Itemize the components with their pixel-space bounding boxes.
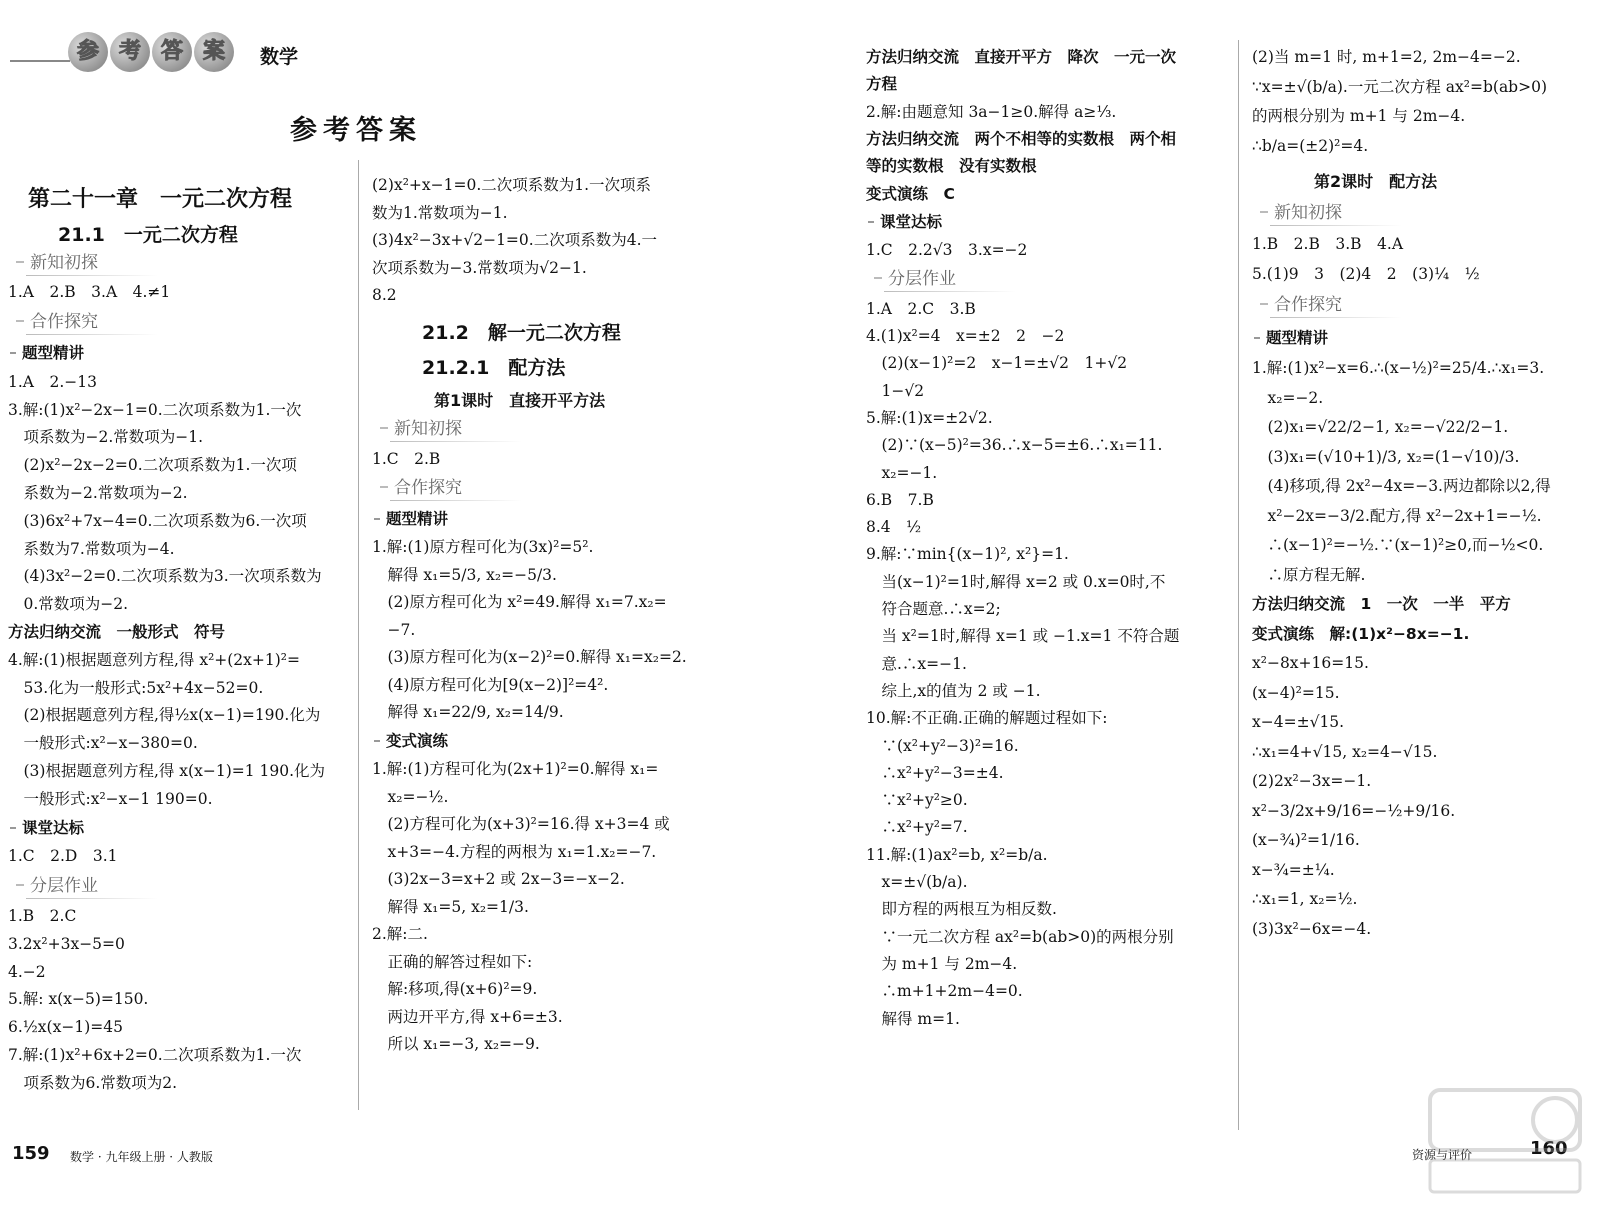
column-divider xyxy=(358,160,359,1110)
answer-line: (2)∵(x−5)²=36.∴x−5=±6.∴x₁=11. xyxy=(866,436,1163,455)
subsection-label: 新知初探 xyxy=(30,252,98,273)
method-line: 方法归纳交流 1 一次 一半 平方 xyxy=(1252,595,1511,613)
answer-line: 1.C 2.D 3.1 xyxy=(8,847,118,866)
answer-line: 2.解:由题意知 3a−1≥0.解得 a≥⅓. xyxy=(866,102,1117,121)
answer-line: (2)方程可化为(x+3)²=16.得 x+3=4 或 xyxy=(372,815,670,833)
answer-line: 当 x²=1时,解得 x=1 或 −1.x=1 不符合题 xyxy=(866,627,1180,646)
subsection-label: 题型精讲 xyxy=(386,509,449,528)
answer-line: 8.2 xyxy=(372,286,397,304)
answer-line: ∵x²+y²≥0. xyxy=(866,791,968,810)
answer-line: ∵x=±√(b/a).一元二次方程 ax²=b(ab>0) xyxy=(1252,77,1547,96)
column-divider xyxy=(1238,40,1239,1130)
answer-line: 1.A 2.−13 xyxy=(8,372,97,391)
subsection-label: 分层作业 xyxy=(888,269,956,290)
answer-line: ∴x₁=4+√15, x₂=4−√15. xyxy=(1252,742,1438,761)
answer-line: (2)x²+x−1=0.二次项系数为1.一次项系 xyxy=(372,176,652,194)
answer-line: 2.解:二. xyxy=(372,925,428,943)
answer-line: (3)3x²−6x=−4. xyxy=(1252,919,1372,938)
page-number-left: 159 xyxy=(12,1143,50,1164)
answer-line: 1.解:(1)x²−x=6.∴(x−½)²=25/4.∴x₁=3. xyxy=(1252,359,1545,377)
answer-line: ∵一元二次方程 ax²=b(ab>0)的两根分别 xyxy=(866,927,1174,946)
answer-line: 项系数为−2.常数项为−1. xyxy=(8,428,204,447)
method-line: 方法归纳交流 两个不相等的实数根 两个相 xyxy=(866,129,1177,148)
answer-line: 1.解:(1)方程可化为(2x+1)²=0.解得 x₁= xyxy=(372,760,659,778)
answer-line: 5.解:(1)x=±2√2. xyxy=(866,408,993,427)
answer-line: 系数为−2.常数项为−2. xyxy=(8,484,188,502)
answer-line: ∵(x²+y²−3)²=16. xyxy=(866,736,1019,755)
answer-line: (2)(x−1)²=2 x−1=±√2 1+√2 xyxy=(866,354,1128,373)
subsection-label: 分层作业 xyxy=(30,876,98,897)
answer-line: 所以 x₁=−3, x₂=−9. xyxy=(372,1035,540,1053)
section-heading: 21.2 解一元二次方程 xyxy=(422,321,621,344)
answer-line: ∴b/a=(±2)²=4. xyxy=(1252,136,1369,155)
answer-line: ∴x₁=1, x₂=½. xyxy=(1252,890,1358,908)
answer-line: 1.解:(1)原方程可化为(3x)²=5². xyxy=(372,538,594,556)
answer-line: 0.常数项为−2. xyxy=(8,595,129,614)
answer-line: 一般形式:x²−x−1 190=0. xyxy=(8,789,213,808)
answer-line: 综上,x的值为 2 或 −1. xyxy=(866,681,1041,700)
answer-line: 1−√2 xyxy=(866,381,925,400)
subject-label: 数学 xyxy=(260,46,299,68)
logo-bar xyxy=(10,60,70,62)
lesson-heading: 第2课时 配方法 xyxy=(1314,172,1438,191)
answer-line: 5.(1)9 3 (2)4 2 (3)¼ ½ xyxy=(1252,264,1480,283)
subsection-label: 题型精讲 xyxy=(22,344,85,362)
subsection-label: 变式演练 xyxy=(386,731,449,750)
answer-line: 1.B 2.B 3.B 4.A xyxy=(1252,235,1404,253)
subsection-label: 题型精讲 xyxy=(1266,328,1329,347)
answer-line: 即方程的两根互为相反数. xyxy=(866,900,1057,919)
answer-line: (3)2x−3=x+2 或 2x−3=−x−2. xyxy=(372,870,625,888)
answer-line: 系数为7.常数项为−4. xyxy=(8,539,175,558)
answer-line: 4.(1)x²=4 x=±2 2 −2 xyxy=(866,327,1065,345)
answer-line: 的两根分别为 m+1 与 2m−4. xyxy=(1252,107,1466,125)
subsection-label: 新知初探 xyxy=(1274,202,1342,223)
answer-line: −7. xyxy=(372,620,416,639)
answer-line: 1.B 2.C xyxy=(8,907,77,925)
method-line: 方法归纳交流 一般形式 符号 xyxy=(8,623,226,641)
answer-line: ∴原方程无解. xyxy=(1252,565,1366,584)
answer-line: x−4=±√15. xyxy=(1252,713,1345,731)
answer-line: (3)6x²+7x−4=0.二次项系数为6.一次项 xyxy=(8,511,307,530)
answer-line: (2)x₁=√22/2−1, x₂=−√22/2−1. xyxy=(1252,418,1509,436)
answer-line: (4)3x²−2=0.二次项系数为3.一次项系数为 xyxy=(8,567,322,586)
method-line: 方程 xyxy=(866,75,898,94)
answer-line: 53.化为一般形式:5x²+4x−52=0. xyxy=(8,678,264,697)
answer-line: (2)当 m=1 时, m+1=2, 2m−4=−2. xyxy=(1252,48,1521,66)
answer-line: (x−4)²=15. xyxy=(1252,683,1340,702)
answer-line: 1.C 2.2√3 3.x=−2 xyxy=(866,241,1028,260)
answer-line: 数为1.常数项为−1. xyxy=(372,203,508,222)
answer-line: 9.解:∵min{(x−1)², x²}=1. xyxy=(866,545,1069,564)
answer-line: (3)4x²−3x+√2−1=0.二次项系数为4.一 xyxy=(372,231,658,249)
page-number-right: 160 xyxy=(1530,1138,1568,1159)
subsection-label: 新知初探 xyxy=(394,419,462,439)
method-line: 变式演练 解:(1)x²−8x=−1. xyxy=(1252,624,1470,643)
footer-caption-left: 数学 · 九年级上册 · 人教版 xyxy=(70,1150,213,1164)
answer-line: (3)x₁=(√10+1)/3, x₂=(1−√10)/3. xyxy=(1252,447,1520,466)
answer-line: 4.−2 xyxy=(8,962,46,981)
logo-char: 答 xyxy=(152,32,192,72)
answer-line: 意.∴x=−1. xyxy=(866,654,967,673)
answer-line: 6.B 7.B xyxy=(866,490,934,509)
logo-char: 考 xyxy=(110,32,150,72)
answer-line: 次项系数为−3.常数项为√2−1. xyxy=(372,258,587,277)
header-logo xyxy=(10,30,300,78)
answer-line: 两边开平方,得 x+6=±3. xyxy=(372,1007,563,1026)
answer-line: ∴x²+y²=7. xyxy=(866,818,968,837)
answer-line: 8.4 ½ xyxy=(866,518,922,537)
answer-line: 符合题意.∴x=2; xyxy=(866,600,1001,618)
answer-line: (2)2x²−3x=−1. xyxy=(1252,772,1372,790)
answer-line: x²−2x=−3/2.配方,得 x²−2x+1=−½. xyxy=(1252,506,1542,525)
answer-line: 正确的解答过程如下: xyxy=(372,952,533,971)
answer-line: 3.2x²+3x−5=0 xyxy=(8,934,125,953)
answer-line: (3)原方程可化为(x−2)²=0.解得 x₁=x₂=2. xyxy=(372,648,687,666)
answer-line: ∴x²+y²−3=±4. xyxy=(866,763,1004,782)
subsection-label: 课堂达标 xyxy=(22,818,85,837)
answer-line: 1.A 2.C 3.B xyxy=(866,299,976,318)
answer-line: x₂=−2. xyxy=(1252,388,1324,407)
section-heading: 21.1 一元二次方程 xyxy=(58,223,238,246)
answer-line: 解得 m=1. xyxy=(866,1009,960,1028)
answer-line: 解得 x₁=22/9, x₂=14/9. xyxy=(372,703,564,721)
answer-line: 项系数为6.常数项为2. xyxy=(8,1073,178,1092)
method-line: 等的实数根 没有实数根 xyxy=(866,157,1037,176)
answer-line: 解得 x₁=5, x₂=1/3. xyxy=(372,897,529,916)
subsection-label: 课堂达标 xyxy=(880,212,943,231)
answer-line: (3)根据题意列方程,得 x(x−1)=1 190.化为 xyxy=(8,762,326,780)
answer-line: (4)原方程可化为[9(x−2)]²=4². xyxy=(372,675,609,694)
lesson-heading: 第1课时 直接开平方法 xyxy=(434,390,606,410)
subsection-label: 合作探究 xyxy=(1274,295,1342,315)
answer-line: x²−3/2x+9/16=−½+9/16. xyxy=(1252,801,1456,820)
answer-line: 7.解:(1)x²+6x+2=0.二次项系数为1.一次 xyxy=(8,1046,302,1064)
answer-line: x₂=−1. xyxy=(866,463,938,482)
answer-line: ∴(x−1)²=−½.∵(x−1)²≥0,而−½<0. xyxy=(1252,536,1544,554)
answer-line: 4.解:(1)根据题意列方程,得 x²+(2x+1)²= xyxy=(8,650,301,669)
page-title: 参考答案 xyxy=(290,115,422,146)
answer-line: (2)x²−2x−2=0.二次项系数为1.一次项 xyxy=(8,456,297,475)
answer-line: 解:移项,得(x+6)²=9. xyxy=(372,980,538,998)
answer-line: (2)根据题意列方程,得½x(x−1)=190.化为 xyxy=(8,706,321,725)
method-line: 变式演练 C xyxy=(866,184,955,203)
answer-line: 3.解:(1)x²−2x−1=0.二次项系数为1.一次 xyxy=(8,400,302,419)
subsection-label: 合作探究 xyxy=(394,478,462,498)
logo-char: 参 xyxy=(68,32,108,72)
answer-line: x²−8x+16=15. xyxy=(1252,654,1369,672)
answer-line: (x−¾)²=1/16. xyxy=(1252,831,1360,849)
answer-line: 当(x−1)²=1时,解得 x=2 或 0.x=0时,不 xyxy=(866,572,1166,591)
answer-line: x₂=−½. xyxy=(372,787,449,806)
logo-char: 案 xyxy=(194,32,234,72)
answer-line: 一般形式:x²−x−380=0. xyxy=(8,734,198,753)
answer-line: 10.解:不正确.正确的解题过程如下: xyxy=(866,709,1108,728)
answer-line: 解得 x₁=5/3, x₂=−5/3. xyxy=(372,565,557,584)
answer-line: x=±√(b/a). xyxy=(866,873,968,891)
answer-line: 5.解: x(x−5)=150. xyxy=(8,990,149,1009)
answer-line: 为 m+1 与 2m−4. xyxy=(866,954,1018,973)
answer-line: 1.C 2.B xyxy=(372,449,441,468)
answer-line: x+3=−4.方程的两根为 x₁=1.x₂=−7. xyxy=(372,842,657,861)
answer-line: x−¾=±¼. xyxy=(1252,860,1335,879)
watermark-logo xyxy=(1420,1085,1590,1200)
answer-line: (2)原方程可化为 x²=49.解得 x₁=7.x₂= xyxy=(372,593,667,611)
method-line: 方法归纳交流 直接开平方 降次 一元一次 xyxy=(866,48,1177,66)
chapter-heading: 第二十一章 一元二次方程 xyxy=(28,187,293,212)
answer-line: 11.解:(1)ax²=b, x²=b/a. xyxy=(866,845,1048,864)
subsection-label: 合作探究 xyxy=(30,312,98,333)
answer-line: (4)移项,得 2x²−4x=−3.两边都除以2,得 xyxy=(1252,477,1551,495)
answer-line: ∴m+1+2m−4=0. xyxy=(866,982,1023,1001)
section-heading: 21.2.1 配方法 xyxy=(422,357,566,379)
answer-line: 1.A 2.B 3.A 4.≠1 xyxy=(8,283,171,302)
answer-line: 6.½x(x−1)=45 xyxy=(8,1018,123,1037)
footer-caption-right: 资源与评价 xyxy=(1412,1148,1473,1162)
